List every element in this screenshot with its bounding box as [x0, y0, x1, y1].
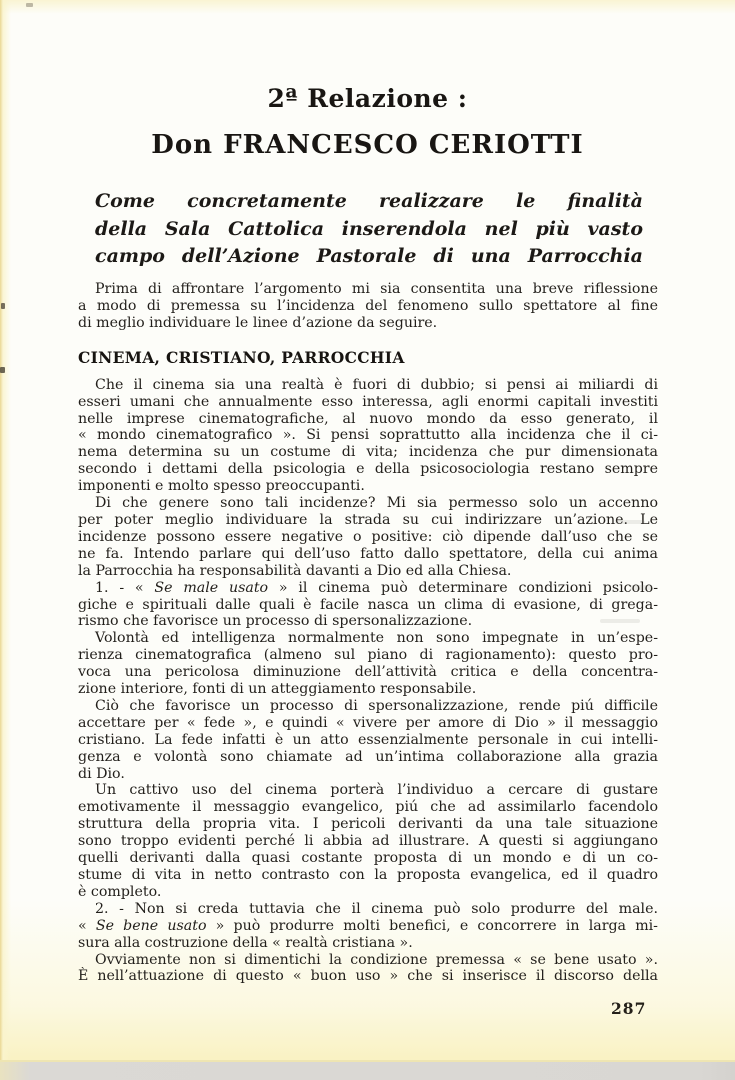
talk-subtitle: [95, 188, 643, 271]
text-line: Ovviamente non si dimentichi la condizione premessa « se bene usato ».: [95, 951, 658, 968]
text-line: « mondo cinematografico ». Si pensi soprattutto alla incidenza che il ci-: [78, 427, 658, 444]
text-line: Di che genere sono tali incidenze? Mi sia permesso solo un accenno: [95, 495, 658, 512]
text-line: Che il cinema sia una realtà è fuori di dubbio; si pensi ai miliardi di: [95, 376, 658, 393]
paragraph: [78, 901, 658, 952]
paragraph: [78, 495, 658, 580]
text-line: [78, 580, 658, 597]
paragraph: [78, 377, 658, 495]
scan-smudge: [630, 585, 652, 590]
body-text-block: [78, 281, 658, 985]
text-line: esseri umani che annualmente esso interessa, agli enormi capitali investiti: [78, 393, 658, 410]
text-line: voca una pericolosa diminuzione dell’attività critica e della concentra-: [78, 664, 658, 681]
text-line: nema determina su un costume di vita; incidenza che pur dimensionata: [78, 444, 658, 461]
text-segment: » può produrre molti benefici, e concorrere in larga mi-: [206, 917, 658, 934]
section-paragraphs: [78, 377, 658, 986]
text-line: È nell’attuazione di questo « buon uso » che si inserisce il discorso della: [78, 968, 658, 985]
text-line: struttura della propria vita. I pericoli derivanti da una tale situazione: [78, 816, 658, 833]
text-line: Un cattivo uso del cinema porterà l’individuo a cercare di gustare: [95, 782, 658, 799]
text-line: zione interiore, fonti di un atteggiamento responsabile.: [78, 681, 477, 698]
text-line: per poter meglio individuare la strada su cui indirizzare un’azione. Le: [78, 511, 658, 528]
section-heading: CINEMA, CRISTIANO, PARROCCHIA: [78, 347, 405, 367]
text-segment: 1. - «: [95, 579, 155, 596]
speaker-name-heading: Don FRANCESCO CERIOTTI: [151, 130, 584, 160]
text-line: genza e volontà sono chiamate ad un’intima collaborazione alla grazia: [78, 748, 658, 765]
page-number: 287: [611, 999, 647, 1018]
text-line: della Sala Cattolica inserendola nel più vasto: [95, 217, 643, 240]
text-line: incidenze possono essere negative o positive: ciò dipende dall’uso che se: [78, 528, 658, 545]
text-line: 2. - Non si creda tuttavia che il cinema può solo produrre del male.: [95, 900, 658, 917]
text-line: a modo di premessa su l’incidenza del fenomeno sullo spettatore al fine: [78, 297, 658, 314]
text-line: emotivamente il messaggio evangelico, piú che ad assimilarlo facendolo: [78, 799, 658, 816]
scan-smudge: [615, 520, 645, 524]
text-line: sono troppo evidenti perché li abbia ad illustrare. A questi si aggiungano: [78, 833, 658, 850]
scan-smudge: [600, 619, 640, 623]
text-line: di meglio individuare le linee d’azione da seguire.: [78, 314, 438, 331]
text-segment: «: [78, 917, 96, 934]
scan-speck: [26, 3, 33, 7]
paragraph: [78, 952, 658, 986]
text-segment: » il cinema può determinare condizioni psicolo-: [268, 579, 659, 596]
text-line: [78, 918, 658, 935]
scan-speck: [0, 367, 5, 373]
text-line: di Dio.: [78, 765, 125, 782]
text-line: la Parrocchia ha responsabilità davanti a Dio ed alla Chiesa.: [78, 562, 512, 579]
text-line: campo dell’Azione Pastorale di una Parrocchia: [95, 245, 643, 267]
text-line: nelle imprese cinematografiche, al nuovo mondo da esso generato, il: [78, 410, 658, 427]
text-line: quelli derivanti dalla quasi costante proposta di un mondo e di un co-: [78, 850, 658, 867]
intro-paragraph: [78, 281, 658, 332]
text-line: stume di vita in netto contrasto con la proposta evangelica, ed il quadro: [78, 867, 658, 883]
scan-speck: [1, 303, 5, 309]
italic-phrase: Se bene usato: [95, 917, 207, 934]
text-line: rismo che favorisce un processo di spersonalizzazione.: [78, 613, 473, 630]
paragraph: [78, 580, 658, 631]
relation-number-heading: 2ª Relazione :: [267, 84, 468, 113]
scan-background-strip: [0, 1060, 735, 1080]
text-line: imponenti e molto spesso preoccupanti.: [78, 478, 365, 495]
text-line: Prima di affrontare l’argomento mi sia consentita una breve riflessione: [95, 281, 658, 297]
italic-phrase: Se male usato: [154, 579, 269, 596]
text-line: Volontà ed intelligenza normalmente non sono impegnate in un’espe-: [95, 630, 658, 647]
text-line: giche e spirituali dalle quali è facile nasca un clima di evasione, di grega-: [78, 596, 658, 613]
text-line: accettare per « fede », e quindi « vivere per amore di Dio » il messaggio: [78, 714, 658, 731]
text-line: Ciò che favorisce un processo di spersonalizzazione, rende piú difficile: [95, 697, 658, 714]
paragraph: [78, 630, 658, 698]
text-line: rienza cinematografica (almeno sul piano di ragionamento): questo pro-: [78, 647, 658, 664]
text-line: Come concretamente realizzare le finalità: [95, 190, 643, 212]
paragraph: [78, 698, 658, 783]
paragraph: [78, 782, 658, 900]
text-line: secondo i dettami della psicologia e della psicosociologia restano sempre: [78, 461, 658, 478]
text-line: è completo.: [78, 883, 162, 900]
text-line: sura alla costruzione della « realtà cristiana ».: [78, 934, 413, 951]
text-line: cristiano. La fede infatti è un atto essenzialmente personale in cui intelli-: [78, 731, 658, 748]
text-line: ne fa. Intendo parlare qui dell’uso fatto dallo spettatore, della cui anima: [78, 545, 658, 562]
